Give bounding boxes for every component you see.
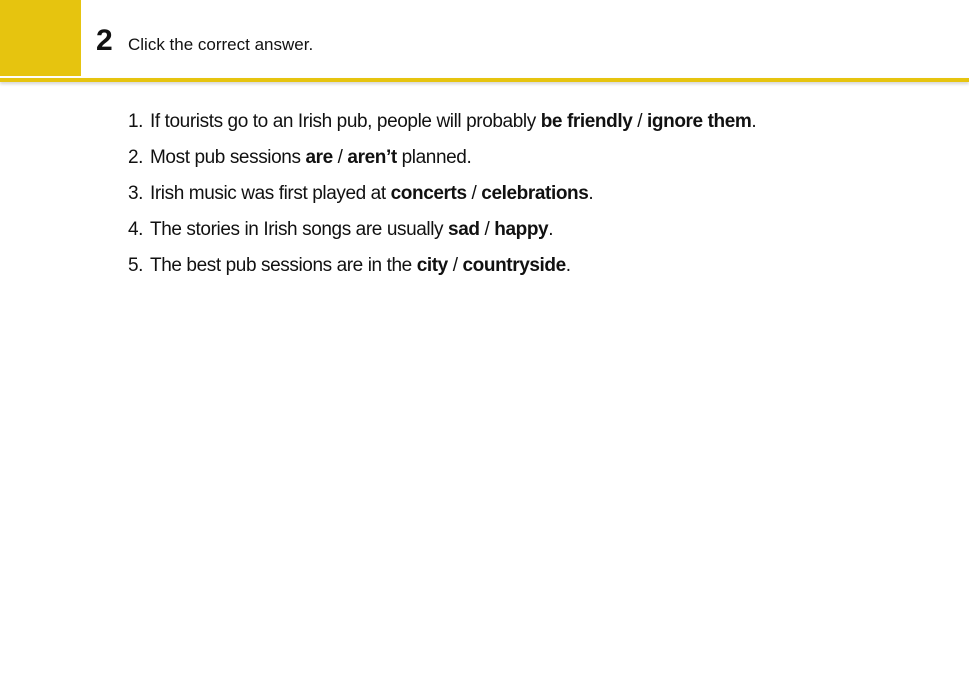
question-text-end: .	[588, 183, 594, 204]
question-number: 3.	[128, 183, 144, 204]
question-text: Irish music was first played at	[150, 183, 391, 204]
question-text: If tourists go to an Irish pub, people will probably	[150, 111, 541, 132]
answer-option-happy[interactable]: happy	[494, 219, 549, 240]
header-accent-block	[0, 0, 81, 76]
header-divider	[0, 78, 969, 82]
question-text: The stories in Irish songs are usually	[150, 219, 449, 240]
question-number: 4.	[128, 219, 144, 240]
question-text: The best pub sessions are in the	[150, 255, 417, 276]
question-1	[128, 108, 756, 144]
question-number: 2.	[128, 147, 144, 168]
question-text-end: planned.	[396, 147, 472, 168]
option-separator: /	[466, 183, 482, 204]
option-separator: /	[447, 255, 463, 276]
question-text-end: .	[751, 111, 757, 132]
answer-option-arent[interactable]: aren’t	[347, 147, 397, 168]
question-text-end: .	[565, 255, 571, 276]
question-text: Most pub sessions	[150, 147, 306, 168]
exercise-number: 2	[96, 24, 113, 57]
option-separator: /	[479, 219, 495, 240]
question-number: 1.	[128, 111, 144, 132]
question-number: 5.	[128, 255, 144, 276]
exercise-header	[0, 0, 969, 80]
answer-option-are[interactable]: are	[305, 147, 333, 168]
question-5	[128, 252, 756, 288]
option-separator: /	[332, 147, 348, 168]
answer-option-celebrations[interactable]: celebrations	[481, 183, 589, 204]
exercise-instruction: Click the correct answer.	[128, 35, 314, 54]
option-separator: /	[632, 111, 648, 132]
answer-option-ignore-them[interactable]: ignore them	[647, 111, 752, 132]
question-2	[128, 144, 756, 180]
answer-option-sad[interactable]: sad	[448, 219, 480, 240]
question-text-end: .	[548, 219, 554, 240]
question-3	[128, 180, 756, 216]
question-4	[128, 216, 756, 252]
answer-option-city[interactable]: city	[416, 255, 448, 276]
answer-option-countryside[interactable]: countryside	[462, 255, 566, 276]
question-list	[128, 108, 756, 288]
answer-option-concerts[interactable]: concerts	[390, 183, 467, 204]
answer-option-be-friendly[interactable]: be friendly	[540, 111, 633, 132]
